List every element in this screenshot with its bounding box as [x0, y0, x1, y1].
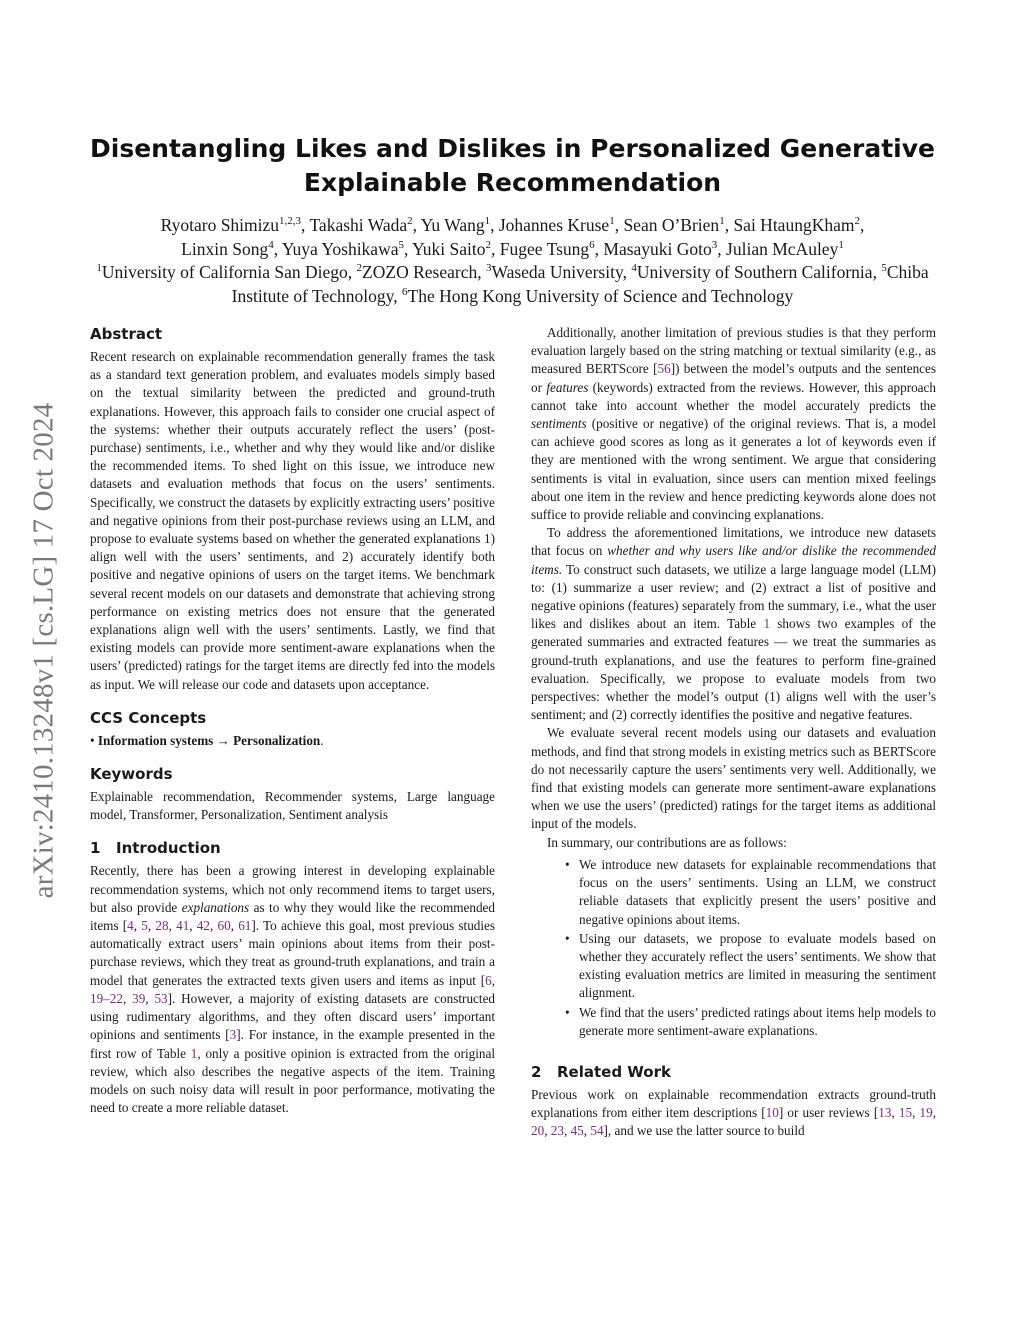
list-item: • We find that the users’ predicted ratings about items help models to generate more sentiment-aware explanations.: [579, 1004, 936, 1040]
keywords-heading: Keywords: [90, 765, 173, 784]
table-link[interactable]: 1: [190, 1045, 198, 1061]
ccs-concepts: • Information systems → Personalization.: [90, 732, 324, 748]
related-work-section: [531, 1062, 936, 1141]
author: Takashi Wada$^2$: [309, 215, 413, 235]
citation-link[interactable]: 53: [154, 990, 168, 1006]
body-paragraph: We evaluate several recent models using our datasets and evaluation methods, and find that strong models in existing metrics such as BERTScore do not necessarily capture the users’ sentiments very well. Additionally, we find that existing models can generate more sentiment-aware explanations when we use the users’ (predicted) ratings for the target items as additional input of the models.: [531, 725, 936, 832]
author: Yu Wang$^1$: [420, 215, 491, 235]
introduction-section: [90, 838, 495, 1117]
left-column: [90, 324, 495, 1117]
related-paragraph: Previous work on explainable recommendation extracts ground-truth explanations from either item descriptions [10] or user reviews [13, 15, 19, 20, 23, 45, 54], and we use the latter source to build: [531, 1086, 936, 1139]
citation-link[interactable]: 23: [550, 1123, 564, 1139]
author: Linxin Song$^4$: [181, 238, 274, 259]
arxiv-sidebar: [28, 355, 60, 945]
citation-link[interactable]: 20: [531, 1123, 545, 1139]
citation-link[interactable]: 56: [657, 361, 671, 377]
paper-title: Disentangling Likes and Dislikes in Personalized Generative Explainable Recommendation: [90, 134, 935, 197]
intro-paragraph: Recently, there has been a growing interest in developing explainable recommendation systems, which not only recommend items to target users, but also provide explanations as to why they would like the recommended items [4, 5, 28, 41, 42, 60, 61]. To achieve this goal, most previous studies automatically extract users’ main opinions about items from their post-purchase reviews, which they treat as ground-truth explanations, and train a model that generates the extracted texts given users and items as input [6, 19–22, 39, 53]. However, a majority of existing datasets are constructed using rudimentary algorithms, and they often discard users’ important opinions and sentiments [3]. For instance, in the example presented in the first row of Table 1, only a positive opinion is extracted from the original review, which also describes the negative aspects of the item. Training models on such noisy data will result in poor performance, motivating the need to create a more reliable dataset.: [90, 863, 496, 1116]
author: Yuki Saito$^2$: [412, 238, 492, 259]
author-list: Ryotaro Shimizu$^{1,2,3}$, Takashi Wada$^2$, Yu Wang$^1$, Johannes Kruse$^1$, Sean O’Brien$^1$, Sai HtaungKham$^2$, Linxin Song$^4$, Yuya Yoshikawa$^5$, Yuki Saito$^2$, Fugee Tsung$^6$, Masayuki Goto$^3$, Julian McAuley$^1$: [160, 215, 865, 259]
body-paragraph: In summary, our contributions are as follows:: [547, 834, 787, 850]
introduction-heading: 1 Introduction: [90, 839, 221, 858]
table-link[interactable]: 1: [763, 616, 771, 632]
author: Sai HtaungKham$^2$: [733, 215, 860, 235]
related-work-heading: 2 Related Work: [531, 1062, 671, 1081]
affiliation: $^4$University of Southern California: [631, 262, 873, 282]
ccs-heading: CCS Concepts: [90, 708, 207, 727]
affiliation: $^5$Chiba Institute of Technology: [231, 262, 929, 306]
citation-link[interactable]: 61: [238, 918, 252, 934]
citation-link[interactable]: 39: [132, 990, 146, 1006]
abstract-section: [90, 324, 495, 694]
affiliation: $^6$The Hong Kong University of Science and Technology: [402, 285, 794, 306]
list-item: • Using our datasets, we propose to evaluate models based on whether they accurately reflect the users’ sentiments. We show that existing evaluation metrics are limited in measuring the sentiment alignment.: [579, 930, 936, 1003]
author: Julian McAuley$^1$: [726, 238, 844, 259]
citation-link[interactable]: 28: [155, 918, 169, 934]
contribution-list: [531, 856, 936, 1040]
abstract-text: Recent research on explainable recommendation generally frames the task as a standard text generation problem, and evaluates models simply based on the textual similarity between the predicted and ground-truth explanations. However, this approach fails to consider one crucial aspect of the systems: whether their outputs accurately reflect the users’ (post-purchase) sentiments, i.e., whether and why they would like and/or dislike the recommended items. To shed light on this issue, we introduce new datasets and evaluation methods that focus on the users’ sentiments. Specifically, we construct the datasets by explicitly extracting users’ positive and negative opinions from their post-purchase reviews using an LLM, and propose to evaluate systems based on whether the generated explanations 1) align well with the users’ sentiments, and 2) accurately identify both positive and negative opinions of users on the target items. We benchmark several recent models on our datasets and demonstrate that achieving strong performance on existing metrics does not ensure that the generated explanations align well with the users’ sentiments. Lastly, we find that existing models can provide more sentiment-aware explanations when the users’ (predicted) ratings for the target items are directly fed into the models as input. We will release our code and datasets upon acceptance.: [90, 349, 495, 692]
author: Ryotaro Shimizu$^{1,2,3}$: [160, 215, 302, 235]
ccs-section: [90, 708, 495, 750]
arxiv-id: arXiv:2410.13248v1 [cs.LG] 17 Oct 2024: [27, 402, 60, 898]
affiliation-list: $^1$University of California San Diego, $^2$ZOZO Research, $^3$Waseda University, $^4$University of Southern California, $^5$Chiba Institute of Technology, $^6$The Hong Kong University of Science and Technology: [96, 262, 929, 306]
keywords-section: [90, 764, 495, 824]
affiliation: $^2$ZOZO Research: [356, 262, 478, 282]
citation-link[interactable]: 10: [765, 1105, 779, 1121]
citation-link[interactable]: 15: [898, 1105, 913, 1121]
citation-link[interactable]: 45: [570, 1123, 584, 1139]
body-paragraph: Additionally, another limitation of previous studies is that they perform evaluation largely based on the string matching or textual similarity (e.g., as measured BERTScore [56]) between the model’s outputs and the sentences or features (keywords) extracted from the reviews. However, this approach cannot take into account whether the model accurately predicts the sentiments (positive or negative) of the original reviews. That is, a model can achieve good scores as long as it generates a lot of keywords even if they are mentioned with the wrong sentiment. We argue that considering sentiments is vital in evaluation, since users can mention mixed feelings about one item in the review and hence predicting keywords alone does not suffice to provide reliable and convincing explanations.: [531, 325, 937, 523]
author: Masayuki Goto$^3$: [603, 238, 718, 259]
author: Yuya Yoshikawa$^5$: [281, 238, 404, 259]
citation-link[interactable]: 42: [196, 918, 210, 934]
citation-link[interactable]: 41: [176, 918, 190, 934]
abstract-heading: Abstract: [90, 325, 163, 343]
citation-link[interactable]: 19: [919, 1105, 933, 1121]
body-paragraph: To address the aforementioned limitations, we introduce new datasets that focus on whether and why users like and/or dislike the recommended items. To construct such datasets, we utilize a large language model (LLM) to: (1) summarize a user review; and (2) extract a list of positive and negative opinions (features) separately from the summary, i.e., what the user likes and dislikes about an item. Table 1 shows two examples of the generated summaries and extracted features — we treat the summaries as ground-truth explanations, and use the features to perform fine-grained evaluation. Specifically, we propose to evaluate models from two perspectives: whether the model’s output (1) aligns well with the user’s sentiment; and (2) correctly identifies the positive and negative features.: [531, 525, 936, 723]
right-column: [531, 324, 936, 1141]
citation-link[interactable]: 60: [217, 918, 231, 934]
affiliation: $^3$Waseda University: [485, 262, 623, 282]
citation-link[interactable]: 6: [485, 972, 492, 988]
paper-header: [90, 132, 935, 308]
author: Johannes Kruse$^1$: [498, 215, 615, 235]
list-item: • We introduce new datasets for explainable recommendations that focus on the users’ sentiments. Using an LLM, we construct reliable datasets that explicitly present the users’ positive and negative opinions about items.: [579, 856, 936, 929]
citation-link[interactable]: 13: [878, 1105, 892, 1121]
citation-link[interactable]: 5: [141, 918, 148, 934]
affiliation: $^1$University of California San Diego: [96, 262, 348, 282]
citation-link[interactable]: 54: [590, 1123, 604, 1139]
citation-link[interactable]: 19–22: [90, 990, 123, 1006]
author: Sean O’Brien$^1$: [623, 215, 725, 235]
author: Fugee Tsung$^6$: [499, 238, 595, 259]
author-block: [90, 214, 935, 308]
keywords-text: Explainable recommendation, Recommender systems, Large language model, Transformer, Personalization, Sentiment analysis: [90, 789, 495, 823]
citation-link[interactable]: 4: [127, 918, 134, 934]
citation-link[interactable]: 3: [229, 1027, 237, 1043]
